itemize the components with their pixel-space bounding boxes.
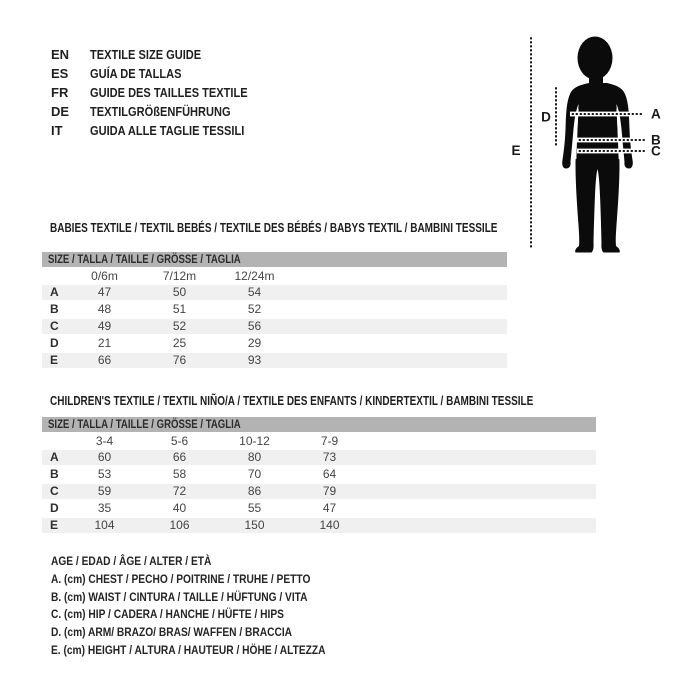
label-hip: C — [651, 143, 661, 159]
label-waist: B — [651, 132, 661, 148]
label-height: E — [511, 143, 521, 158]
column-header: 3-4 — [95, 434, 114, 448]
language-label: GUIDE DES TAILLES TEXTILE — [90, 85, 248, 100]
table-row: D 35 40 55 47 — [50, 501, 337, 515]
table-row: D 21 25 29 — [50, 336, 262, 350]
size-header-bar: SIZE / TALLA / TAILLE / GRÖSSE / TAGLIA — [42, 417, 596, 432]
column-header-row — [42, 432, 596, 450]
language-list — [51, 45, 275, 140]
language-label: TEXTILGRÖßENFÜHRUNG — [90, 104, 231, 119]
language-code: ES — [51, 66, 69, 81]
table-row: B 48 51 52 — [50, 302, 262, 316]
column-header-row — [42, 267, 507, 285]
language-label: TEXTILE SIZE GUIDE — [90, 47, 202, 62]
language-code: EN — [51, 47, 70, 62]
language-label: GUIDA ALLE TAGLIE TESSILI — [90, 123, 245, 138]
language-code: IT — [51, 123, 63, 138]
column-header: 12/24m — [234, 269, 275, 283]
language-row — [51, 64, 275, 83]
table-row: A 47 50 54 — [42, 285, 507, 300]
legend-line: B. (cm) WAIST / CINTURA / TAILLE / HÜFTUNG / VITA — [51, 589, 308, 604]
legend-line: D. (cm) ARM/ BRAZO/ BRAS/ WAFFEN / BRACCIA — [51, 625, 293, 640]
children-size-table — [42, 417, 596, 535]
legend-line: E. (cm) HEIGHT / ALTURA / HAUTEUR / HÖHE / ALTEZZA — [51, 642, 326, 657]
size-header-bar: SIZE / TALLA / TAILLE / GRÖSSE / TAGLIA — [42, 252, 507, 267]
table-row: A 60 66 80 73 — [42, 450, 596, 465]
language-code: DE — [51, 104, 70, 119]
language-row — [51, 121, 275, 140]
label-chest: A — [651, 106, 661, 122]
table-row: C 59 72 86 79 — [42, 484, 596, 499]
label-arm: D — [541, 109, 551, 125]
legend-line: C. (cm) HIP / CADERA / HANCHE / HÜFTE / HIPS — [51, 607, 284, 622]
table-row: C 49 52 56 — [42, 319, 507, 334]
silhouette-head — [578, 37, 613, 80]
language-code: FR — [51, 85, 69, 100]
language-row — [51, 83, 275, 102]
table-row: B 53 58 70 64 — [50, 467, 337, 481]
language-row — [51, 102, 275, 121]
language-row — [51, 45, 275, 64]
column-header: 5-6 — [170, 434, 189, 448]
table-row: E 66 76 93 — [42, 353, 507, 368]
column-header: 10-12 — [239, 434, 270, 448]
column-header: 7/12m — [162, 269, 197, 283]
measurement-legend — [51, 553, 374, 660]
babies-section-title: BABIES TEXTILE / TEXTIL BEBÉS / TEXTILE DES BÉBÉS / BABYS TEXTIL / BAMBINI TESSILE — [50, 221, 498, 235]
legend-line: A. (cm) CHEST / PECHO / POITRINE / TRUHE / PETTO — [51, 571, 311, 586]
babies-size-table — [42, 252, 507, 370]
table-row: E 104 106 150 140 — [42, 518, 596, 533]
children-section-title: CHILDREN'S TEXTILE / TEXTIL NIÑO/A / TEXTILE DES ENFANTS / KINDERTEXTIL / BAMBINI TESSILE — [50, 394, 534, 408]
legend-age-line: AGE / EDAD / ÂGE / ALTER / ETÀ — [51, 554, 212, 568]
column-header: 0/6m — [91, 269, 118, 283]
language-label: GUÍA DE TALLAS — [90, 66, 182, 81]
column-header: 7-9 — [320, 434, 339, 448]
